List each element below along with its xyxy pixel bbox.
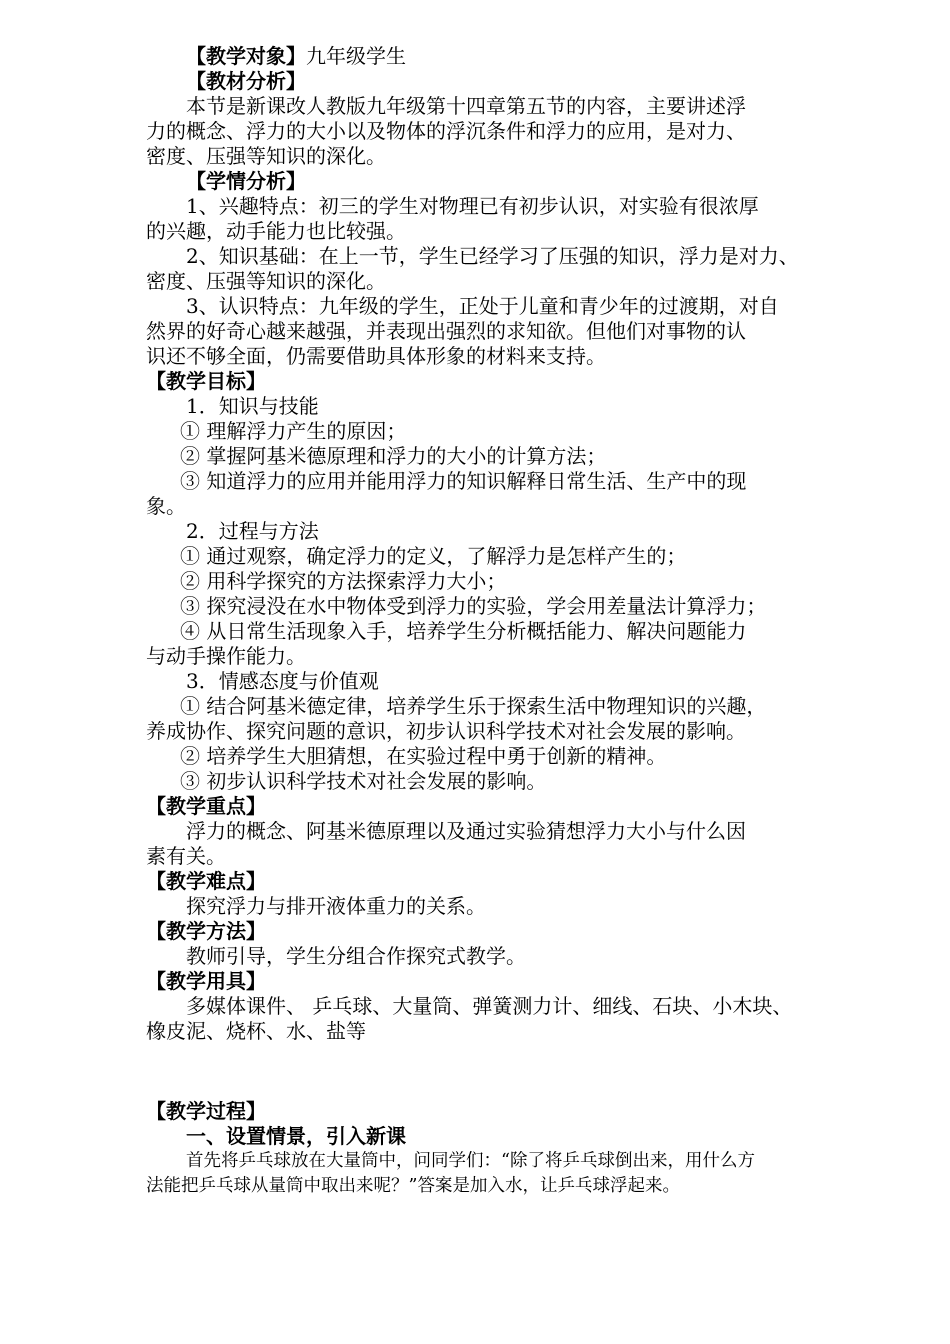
goal-item: ② 掌握阿基米德原理和浮力的大小的计算方法； [180,444,607,468]
process-step-title: 一、设置情景，引入新课 [186,1124,406,1148]
goal-item: ④ 从日常生活现象入手，培养学生分析概括能力、解决问题能力 [180,619,747,643]
goal-item: ③ 探究浸没在水中物体受到浮力的实验，学会用差量法计算浮力； [180,594,767,618]
learner-line: 3、认识特点：九年级的学生，正处于儿童和青少年的过渡期，对自 [186,294,779,318]
teaching-goals-heading: 【教学目标】 [146,369,266,393]
tools-line: 多媒体课件、 乒乓球、大量筒、弹簧测力计、细线、石块、小木块、 [186,994,793,1018]
spacer [146,1074,818,1099]
textbook-analysis-heading: 【教材分析】 [186,69,306,93]
difficulty-line: 探究浮力与排开液体重力的关系。 [186,894,486,918]
goal-item: ① 结合阿基米德定律，培养学生乐于探索生活中物理知识的兴趣， [180,694,767,718]
learner-line: 1、兴趣特点：初三的学生对物理已有初步认识，对实验有很浓厚 [186,194,759,218]
goal-item: ① 通过观察，确定浮力的定义，了解浮力是怎样产生的； [180,544,687,568]
tools-line: 橡皮泥、烧杯、水、盐等 [146,1019,366,1043]
goal-section-title: 1．知识与技能 [186,394,319,418]
learner-line: 识还不够全面，仍需要借助具体形象的材料来支持。 [146,344,606,368]
goal-item: 与动手操作能力。 [146,644,306,668]
process-paragraph-line: 法能把乒乓球从量筒中取出来呢？”答案是加入水，让乒乓球浮起来。 [146,1176,680,1196]
tools-heading: 【教学用具】 [146,969,266,993]
teaching-object-label: 【教学对象】 [186,44,306,68]
method-line: 教师引导，学生分组合作探究式教学。 [186,944,526,968]
analysis-line: 力的概念、浮力的大小以及物体的浮沉条件和浮力的应用，是对力、 [146,119,746,143]
spacer [146,1044,818,1074]
goal-item: ③ 知道浮力的应用并能用浮力的知识解释日常生活、生产中的现 [180,469,747,493]
goal-section-title: 2．过程与方法 [186,519,319,543]
goal-item: ① 理解浮力产生的原因； [180,419,407,443]
analysis-line: 密度、压强等知识的深化。 [146,144,386,168]
key-points-line: 素有关。 [146,844,226,868]
goal-item: ② 用科学探究的方法探索浮力大小； [180,569,507,593]
process-heading: 【教学过程】 [146,1099,266,1123]
process-paragraph-line: 首先将乒乓球放在大量筒中，问同学们：“除了将乒乓球倒出来，用什么方 [186,1151,755,1171]
goal-item: ② 培养学生大胆猜想，在实验过程中勇于创新的精神。 [180,744,667,768]
goal-item: ③ 初步认识科学技术对社会发展的影响。 [180,769,547,793]
method-heading: 【教学方法】 [146,919,266,943]
goal-item: 养成协作、探究问题的意识，初步认识科学技术对社会发展的影响。 [146,719,746,743]
key-points-heading: 【教学重点】 [146,794,266,818]
goal-section-title: 3．情感态度与价值观 [186,669,379,693]
learner-line: 然界的好奇心越来越强，并表现出强烈的求知欲。但他们对事物的认 [146,319,746,343]
key-points-line: 浮力的概念、阿基米德原理以及通过实验猜想浮力大小与什么因 [186,819,746,843]
difficulty-heading: 【教学难点】 [146,869,266,893]
learner-line: 密度、压强等知识的深化。 [146,269,386,293]
lesson-plan-document [146,44,818,1199]
teaching-object-value: 九年级学生 [306,44,406,68]
goal-item: 象。 [146,494,186,518]
learner-line: 的兴趣，动手能力也比较强。 [146,219,406,243]
learner-analysis-heading: 【学情分析】 [186,169,306,193]
analysis-line: 本节是新课改人教版九年级第十四章第五节的内容，主要讲述浮 [186,94,746,118]
teaching-object-line [146,44,818,69]
learner-line: 2、知识基础：在上一节，学生已经学习了压强的知识，浮力是对力、 [186,244,799,268]
